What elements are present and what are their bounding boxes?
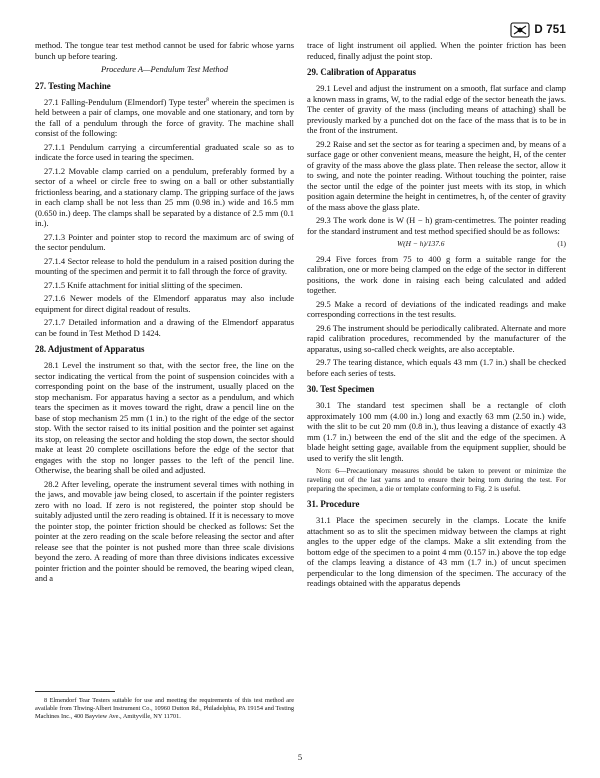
body-paragraph (307, 215, 566, 236)
section-heading: 28. Adjustment of Apparatus (35, 344, 145, 354)
body-paragraph (35, 293, 294, 314)
paragraph-text: 27.1.6 Newer models of the Elmendorf apparatus may also include equipment for direct digital readout of results. (35, 293, 294, 314)
astm-logo-icon (510, 22, 530, 38)
paragraph-text: 29.3 The work done is W (H − h) gram-centimetres. The pointer reading for the standard instrument and test method specified should be as follows: (307, 215, 566, 236)
body-paragraph (35, 142, 294, 163)
paragraph-text: 29.2 Raise and set the sector as for tearing a specimen and, by means of a surface gage or other convenient means, measure the height, H, of the center of gravity of the mass above the glass plate. Then release the sector, allow it to swing, and note the pointer reading. Without touching the pointer, raise the sector until the edge of the pointer just meets with its stop, in which position again determine the height in centimetres, h, of the center of gravity of the mass above the glass plate. (307, 138, 566, 212)
paragraph-text: 27.1.5 Knife attachment for initial slitting of the specimen. (44, 279, 243, 290)
section-heading: 30. Test Specimen (307, 384, 375, 394)
paragraph-text: 29.7 The tearing distance, which equals 43 mm (1.7 in.) shall be checked before each series of tests. (307, 357, 566, 378)
left-column (35, 40, 294, 587)
standard-designation: D 751 (534, 24, 566, 36)
paragraph-text: 27.1.1 Pendulum carrying a circumferential graduated scale so as to indicate the force used in tearing the specimen. (35, 141, 294, 162)
right-column (307, 40, 566, 592)
paragraph-text: 27.1.2 Movable clamp carried on a pendulum, preferably formed by a sector of a wheel or circle free to swing on a ball or other substantially frictionless bearing, and a stationary clamp. The gripping surface of the jaws in each clamp shall be not less than 25 mm (0.98 in.) wide and 16.5 mm (0.650 in.) deep. The clamps shall be separated by a distance of 2.5 mm (0.1 in.). (35, 165, 294, 228)
paragraph-text: 29.1 Level and adjust the instrument on a smooth, flat surface and clamp a known mass in grams, W, to the radial edge of the sector beneath the jaws. The center of gravity of the mass (including means of attaching) shall be previously marked by a punched dot on the face of the mass that is to be in the front of the instrument. (307, 83, 566, 135)
paragraph-text: method. The tongue tear test method cannot be used for fabric whose yarns bunch up before tearing. (35, 40, 294, 61)
footnote: 8 Elmendorf Tear Testers suitable for use and meeting the requirements of this test method are available from Thwing-Albert Instrument Co., 10960 Dutton Rd., Philadelphia, PA 19154 and Testing Machines Inc., 400 Bayview Ave., Amityville, NY 11701. (35, 697, 294, 720)
body-paragraph (307, 139, 566, 213)
body-paragraph (35, 479, 294, 584)
procedure-subheading: Procedure A—Pendulum Test Method (100, 64, 229, 74)
body-paragraph (35, 317, 294, 338)
body-paragraph (35, 97, 294, 139)
paragraph-text: 27.1.3 Pointer and pointer stop to record the maximum arc of swing of the sector pendulum. (35, 231, 294, 252)
note-label: Note 6 (316, 466, 339, 475)
footnote-rule (35, 691, 115, 692)
body-paragraph (35, 280, 294, 291)
body-paragraph (307, 515, 566, 589)
equation-number: (1) (557, 239, 566, 248)
paragraph-text: 30.1 The standard test specimen shall be a rectangle of cloth approximately 100 mm (4.00 in.) long and exactly 63 mm (2.50 in.) wide, with the slit to be cut 20 mm (0.8 in.), thus leaving a distance of exactly 43 mm (1.7 in.) between the end of the slit and the edge of the specimen. A blade height setting gage, available from the equipment supplier, should be used to verify the slit length. (307, 400, 566, 463)
body-paragraph (307, 40, 566, 61)
paragraph-text: 28.1 Level the instrument so that, with the sector free, the line on the sector indicating the vertical from the point of suspension coincides with a corresponding point on the base of the instrument, usually placed on the stop mechanism. For apparatus having a sector as a pendulum, and which tears the specimen as it moves toward the right, draw a pencil line on the base of stop mechanism 25 mm (1 in.) to the right of the edge of the sector stop. With the sector raised to its initial position and the pointer set against its stop, on releasing the sector and holding the stop down, the sector should make at least 20 complete oscillations before the edge of the sector that engages with the stop no longer passes to the left of the pencil line. Otherwise, the bearing shall be oiled and adjusted. (35, 360, 294, 475)
paragraph-text: 28.2 After leveling, operate the instrument several times with nothing in the jaws, and movable jaw being closed, to ascertain if the pointer registers zero with no load. If zero is not registered, the pointer stop should be suitably adjusted until the zero reading is obtained. If it is necessary to move the pointer stop, the pointer friction should be checked as follows: Set the pointer at the zero reading on the scale before releasing the sector and after release see that the pointer is not pushed more than three scale divisions beyond the zero. A reading of more than three divisions indicates excessive pointer friction and the pointer should be removed, the bearing wiped clean, and a (35, 478, 294, 583)
paragraph-text: 29.5 Make a record of deviations of the indicated readings and make corresponding corrections in the test results. (307, 298, 566, 319)
paragraph-text: wherein the specimen is held between a pair of clamps, one movable and one stationary, and torn by the fall of a pendulum through the force of gravity. The machine shall consist of the following: (35, 96, 294, 138)
body-paragraph (35, 360, 294, 476)
note-text: —Precautionary measures should be taken to prevent or minimize the raveling out of the last yarns and to ensure their being torn during the test. For preparing the specimen, a die or template conforming to Fig. 2 is useful. (307, 466, 566, 494)
section-heading: 27. Testing Machine (35, 80, 111, 91)
section-heading: 31. Procedure (307, 499, 360, 510)
body-paragraph (307, 323, 566, 355)
body-paragraph (35, 232, 294, 253)
paragraph-text: 29.6 The instrument should be periodically calibrated. Alternate and more rapid calibration procedures, recommended by the manufacturer of the apparatus, using so-called check weights, are also acceptable. (307, 322, 566, 354)
page-header (510, 22, 566, 38)
paragraph-text: trace of light instrument oil applied. When the pointer friction has been reduced, finally adjust the point stop. (307, 40, 566, 61)
paragraph-text: 27.1.7 Detailed information and a drawing of the Elmendorf apparatus can be found in Test Method D 1424. (35, 317, 294, 338)
body-paragraph (307, 357, 566, 378)
body-paragraph (35, 256, 294, 277)
body-paragraph (307, 83, 566, 136)
paragraph-text: 31.1 Place the specimen securely in the clamps. Locate the knife attachment so as to slit the specimen midway between the clamps at right angles to the upper edge of the clamps. Make a slit extending from the bottom edge of the specimen to a point 4 mm (0.157 in.) above the top edge of the clamps leaving a distance of 43 mm (1.7 in.) of uncut specimen perpendicular to the long dimension of the specimen. The accuracy of the readings obtained with the apparatus depends (307, 515, 566, 589)
body-paragraph (307, 254, 566, 296)
body-paragraph (35, 166, 294, 229)
note-paragraph (307, 466, 566, 493)
footnote-marker: 8 (206, 96, 210, 103)
body-paragraph (307, 400, 566, 463)
body-paragraph (35, 40, 294, 61)
paragraph-text: 27.1 Falling-Pendulum (Elmendorf) Type tester (44, 96, 207, 107)
equation (307, 239, 566, 250)
paragraph-text: 29.4 Five forces from 75 to 400 g form a suitable range for the calibration, one or more being clamped on the edge of the sector in different positions, the work done in raising each being calculated and added together. (307, 253, 566, 295)
body-paragraph (307, 299, 566, 320)
equation-expression: W(H − h)/137.6 (397, 239, 445, 248)
page-number: 5 (297, 752, 303, 762)
section-heading: 29. Calibration of Apparatus (307, 67, 416, 77)
paragraph-text: 27.1.4 Sector release to hold the pendulum in a raised position during the mounting of the specimen and permit it to fall through the force of gravity. (35, 255, 294, 276)
